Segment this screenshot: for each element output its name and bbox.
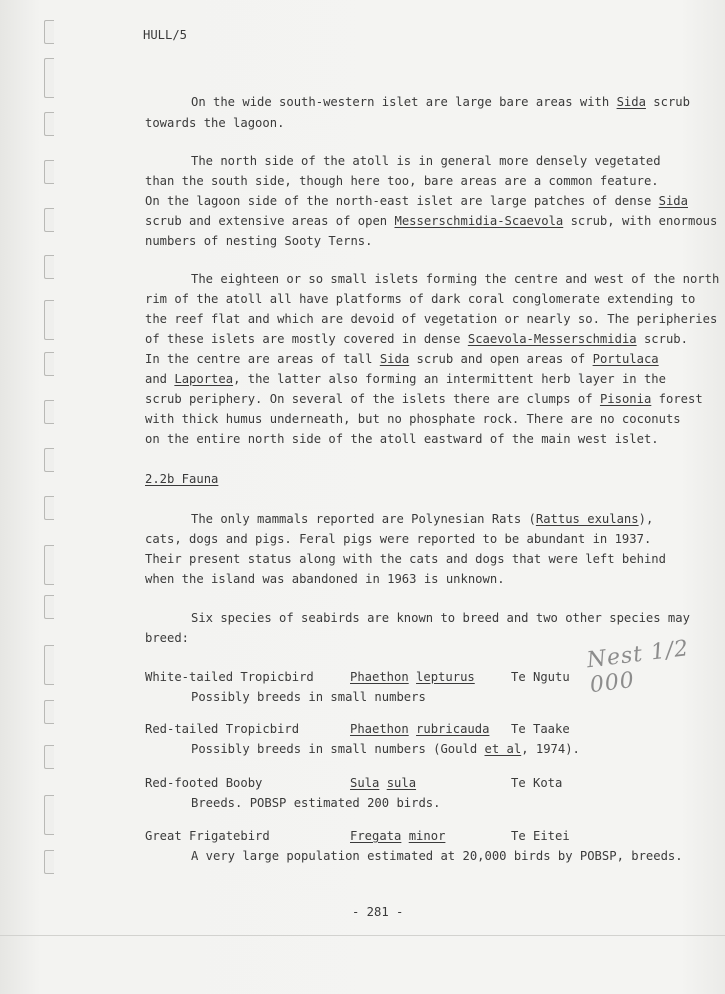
page-number: - 281 - <box>352 905 404 919</box>
paragraph-4-line: Their present status along with the cats and dogs that were left behind <box>145 552 666 566</box>
paragraph-3-line: on the entire north side of the atoll eastward of the main west islet. <box>145 432 659 446</box>
paragraph-4-line: cats, dogs and pigs. Feral pigs were reported to be abundant in 1937. <box>145 532 652 546</box>
paragraph-3-line <box>145 332 688 346</box>
paragraph-1-line: towards the lagoon. <box>145 116 285 130</box>
text-run: The only mammals reported are Polynesian Rats ( <box>191 512 536 526</box>
paragraph-2-line <box>145 214 717 228</box>
binder-hole <box>44 448 54 472</box>
page-fold-line <box>0 935 725 936</box>
binder-hole <box>44 352 54 376</box>
text-run: scrub, with enormous <box>563 214 718 228</box>
paragraph-3-line <box>145 352 659 366</box>
binder-hole <box>44 58 54 98</box>
text-run: In the centre are areas of tall <box>145 352 380 366</box>
binder-hole <box>44 400 54 424</box>
taxon-genus: Fregata <box>350 829 402 843</box>
text-run: forest <box>651 392 703 406</box>
binder-holes <box>38 0 68 994</box>
text-run: scrub and open areas of <box>409 352 593 366</box>
paragraph-2-line: The north side of the atoll is in general more densely vegetated <box>191 154 661 168</box>
section-heading: 2.2b Fauna <box>145 472 219 486</box>
paragraph-5-line: Six species of seabirds are known to breed and two other species may <box>191 611 690 625</box>
text-run: ), <box>638 512 654 526</box>
binder-hole <box>44 496 54 520</box>
binder-hole <box>44 795 54 835</box>
binder-hole <box>44 255 54 279</box>
taxon-epithet: rubricauda <box>416 722 490 736</box>
text-run: scrub periphery. On several of the islets there are clumps of <box>145 392 600 406</box>
species-scientific-name <box>350 722 489 736</box>
binder-hole <box>44 595 54 619</box>
text-run: scrub <box>645 95 690 109</box>
species-common-name: White-tailed Tropicbird <box>145 670 314 684</box>
text-run: et al <box>484 742 522 756</box>
text-run: On the wide south-western islet are large bare areas with <box>191 95 617 109</box>
species-note: Possibly breeds in small numbers <box>191 690 426 704</box>
binder-hole <box>44 20 54 44</box>
binder-hole <box>44 208 54 232</box>
taxon-name: Sida <box>379 352 410 366</box>
binder-hole <box>44 700 54 724</box>
paragraph-4-line: when the island was abandoned in 1963 is unknown. <box>145 572 505 586</box>
binder-hole <box>44 112 54 136</box>
binder-hole <box>44 300 54 340</box>
species-local-name: Te Taake <box>511 722 570 736</box>
species-scientific-name <box>350 670 475 684</box>
paragraph-3-line <box>145 372 666 386</box>
species-local-name: Te Ngutu <box>511 670 570 684</box>
text-run: of these islets are mostly covered in dense <box>145 332 468 346</box>
paragraph-2-line: than the south side, though here too, bare areas are a common feature. <box>145 174 659 188</box>
paragraph-2-line <box>145 194 688 208</box>
binder-hole <box>44 645 54 685</box>
text-run: Possibly breeds in small numbers (Gould <box>191 742 485 756</box>
paragraph-3-line <box>145 392 703 406</box>
paragraph-4-line <box>191 512 653 526</box>
taxon-epithet: sula <box>386 776 417 790</box>
species-common-name: Red-tailed Tropicbird <box>145 722 300 736</box>
species-local-name: Te Kota <box>511 776 563 790</box>
paragraph-1-line <box>191 95 690 109</box>
paragraph-3-line: rim of the atoll all have platforms of dark coral conglomerate extending to <box>145 292 696 306</box>
binder-hole <box>44 850 54 874</box>
binder-hole <box>44 545 54 585</box>
page-header: HULL/5 <box>143 28 188 42</box>
species-note <box>191 742 580 756</box>
taxon-name: Pisonia <box>599 392 652 406</box>
text-run: , 1974). <box>521 742 580 756</box>
text-run: , the latter also forming an intermittent herb layer in the <box>233 372 666 386</box>
paragraph-2-line: numbers of nesting Sooty Terns. <box>145 234 373 248</box>
species-local-name: Te Eitei <box>511 829 570 843</box>
text-run: scrub. <box>636 332 688 346</box>
taxon-genus: Phaethon <box>350 670 409 684</box>
species-scientific-name <box>350 776 416 790</box>
taxon-name: Laportea <box>174 372 234 386</box>
binder-hole <box>44 745 54 769</box>
taxon-name: Rattus exulans <box>535 512 639 526</box>
species-common-name: Great Frigatebird <box>145 829 270 843</box>
paragraph-3-line: The eighteen or so small islets forming the centre and west of the north <box>191 272 720 286</box>
species-note: A very large population estimated at 20,000 birds by POBSP, breeds. <box>191 849 683 863</box>
handwritten-annotation: Nest 1/2 000 <box>585 636 691 699</box>
taxon-name: Messerschmidia-Scaevola <box>394 214 564 228</box>
binder-hole <box>44 160 54 184</box>
paragraph-5-line: breed: <box>145 631 190 645</box>
taxon-name: Portulaca <box>592 352 659 366</box>
species-common-name: Red-footed Booby <box>145 776 263 790</box>
taxon-epithet: minor <box>408 829 446 843</box>
taxon-name: Sida <box>658 194 688 208</box>
text-run: On the lagoon side of the north-east islet are large patches of dense <box>145 194 659 208</box>
taxon-genus: Sula <box>350 776 380 790</box>
taxon-name: Scaevola-Messerschmidia <box>467 332 637 346</box>
text-run: and <box>145 372 175 386</box>
paragraph-3-line: with thick humus underneath, but no phosphate rock. There are no coconuts <box>145 412 681 426</box>
species-scientific-name <box>350 829 445 843</box>
text-run: scrub and extensive areas of open <box>145 214 395 228</box>
taxon-name: Sida <box>616 95 646 109</box>
taxon-epithet: lepturus <box>416 670 475 684</box>
paragraph-3-line: the reef flat and which are devoid of vegetation or nearly so. The peripheries <box>145 312 718 326</box>
species-note: Breeds. POBSP estimated 200 birds. <box>191 796 441 810</box>
taxon-genus: Phaethon <box>350 722 409 736</box>
